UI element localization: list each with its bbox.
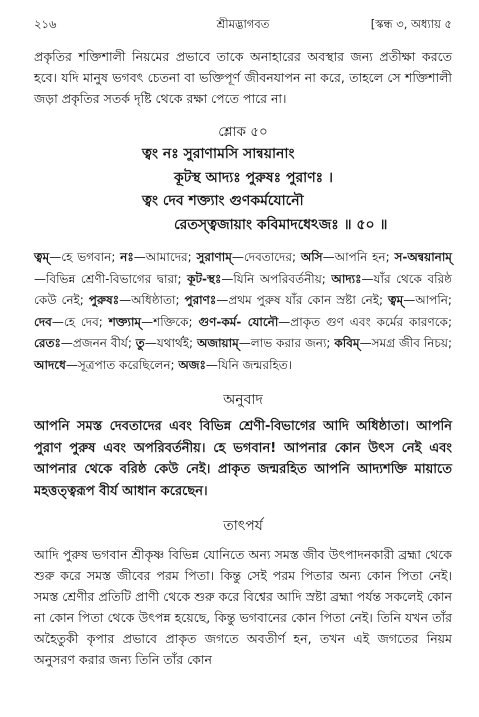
synonym-meaning: —হে ভগবান; [49,250,121,264]
synonym-word: অজঃ [178,357,206,372]
synonym-word: সুরাণাম্ [196,250,232,264]
chapter-reference: [স্কন্ধ ৩, অধ্যায় ৫ [370,17,452,31]
synonym-meaning: —আপনি; [403,293,452,307]
synonym-word: আদ্যঃ [331,271,362,286]
synonym-meaning: —বিভিন্ন শ্রেণী-বিভাগের দ্বারা; [34,271,188,286]
verse-line: ত্বং দেব শক্ত্যাং গুণকর্মযোনৌ [142,193,304,209]
page-header [34,16,452,36]
synonym-word: গুণ-কর্ম- যোনৌ [198,314,279,329]
synonym-word: কূট-স্থঃ [187,271,222,286]
synonym-meaning: —দেবতাদের; [231,250,301,264]
synonym-meaning: —আপনি হন; [322,250,395,264]
synonym-meaning: —অধিষ্ঠাতা; [119,293,185,307]
synonym-meaning: —যথার্থই; [144,336,197,350]
synonym-word: পুরাণঃ [184,293,217,307]
synonym-word: অসি [300,250,323,264]
purport-paragraph: আদি পুরুষ ভগবান শ্রীকৃষ্ণ বিভিন্ন যোনিতে অন্য সমস্ত জীব উৎপাদনকারী ব্রহ্মা থেকে শুরু করে সমস্ত জীবের পরম পিতা। কিন্তু সেই পরম পিতার অন্য কোন পিতা নেই। সমস্ত শ্রেণীর প্রতিটি প্রাণী থেকে শুরু করে বিশ্বের আদি স্রষ্টা ব্রহ্মা পর্যন্ত সকলেই কোন না কোন পিতা থেকে উৎপন্ন হয়েছে, কিন্তু ভগবানের কোন পিতা নেই। তিনি যখন তাঁর অহৈতুকী কৃপার প্রভাবে প্রাকৃত জগতে অবতীর্ণ হন, তখন এই জগতের নিয়ম অনুসরণ করার জন্য তিনি তাঁর কোন [34,547,452,667]
synonym-word: নঃ [120,250,134,264]
synonym-meaning: —শক্তিকে; [141,314,199,329]
synonym-meaning: —প্রাকৃত গুণ এবং কর্মের কারণকে; [278,314,452,329]
purport-heading: তাৎপর্য [223,518,263,534]
synonym-meaning: —আমাদের; [133,250,197,264]
synonym-meaning: —সমগ্র জীব নিচয়; [359,336,452,350]
synonym-word: ত্বম্ [387,293,404,307]
synonym-word: স-অন্বয়ানাম্ [394,250,452,264]
synonym-word: কবিম্ [334,336,360,350]
synonym-meaning: —প্রথম পুরুষ যাঁর কোন স্রষ্টা নেই; [216,293,388,307]
translation-heading: অনুবাদ [223,392,263,408]
synonym-meaning: —হে দেব; [51,314,109,329]
verse-line: রেতস্ত্বজায়াং কবিমাদধেঽজঃ ॥ ৫০ ॥ [174,216,388,233]
synonym-word: অজায়াম্ [196,336,239,350]
synonym-word: দেব [34,314,52,329]
synonym-word: আদধে [34,357,66,372]
synonym-word: রেতঃ [34,336,61,350]
verse-line: ত্বং নঃ সুরাণামসি সান্বয়ানাং [142,146,295,162]
verse-heading: শ্লোক ৫০ [218,124,268,140]
synonym-meaning: —যিনি জন্মরহিত। [205,357,293,372]
book-title: শ্রীমদ্ভাগবত [216,17,270,31]
synonym-meaning: —যাঁর থেকে বরিষ্ঠ কেউ নেই; [34,271,452,307]
intro-paragraph: প্রকৃতির শক্তিশালী নিয়মের প্রভাবে তাকে অনাহারের অবস্থার জন্য প্রতীক্ষা করতে হবে। যদি মানুষ ভগবৎ চেতনা বা ভক্তিপূর্ণ জীবনযাপন না করে, তাহলে সে শক্তিশালী জড়া প্রকৃতির সতর্ক দৃষ্টি থেকে রক্ষা পেতে পারে না। [34,49,452,106]
synonym-word: ত্বম্ [34,250,50,264]
page-number: ২১৬ [34,17,57,31]
word-for-word-synonyms [34,247,452,376]
synonym-meaning: —সূত্রপাত করেছিলেন; [65,357,179,372]
synonym-meaning: —প্রজনন বীর্য; [60,336,136,350]
synonym-word: তু [135,336,145,350]
synonym-meaning: —লাভ করার জন্য; [238,336,335,350]
synonym-word: শক্ত্যাম্ [108,314,142,329]
synonym-meaning: —যিনি অপরিবর্তনীয়; [221,271,332,286]
translation-paragraph: আপনি সমস্ত দেবতাদের এবং বিভিন্ন শ্রেণী-বিভাগের আদি অধিষ্ঠাতা। আপনি পুরাণ পুরুষ এবং অপরিবর্তনীয়। হে ভগবান! আপনার কোন উৎস নেই এবং আপনার থেকে বরিষ্ঠ কেউ নেই। প্রাকৃত জন্মরহিত আপনি আদ্যশক্তি মায়াতে মহত্তত্ত্বরূপ বীর্য আধান করেছেন। [34,419,452,499]
synonym-word: পুরুষঃ [88,293,120,307]
book-page [34,16,452,706]
verse-line: কূটস্থ আদ্যঃ পুরুষঃ পুরাণঃ । [174,169,334,186]
